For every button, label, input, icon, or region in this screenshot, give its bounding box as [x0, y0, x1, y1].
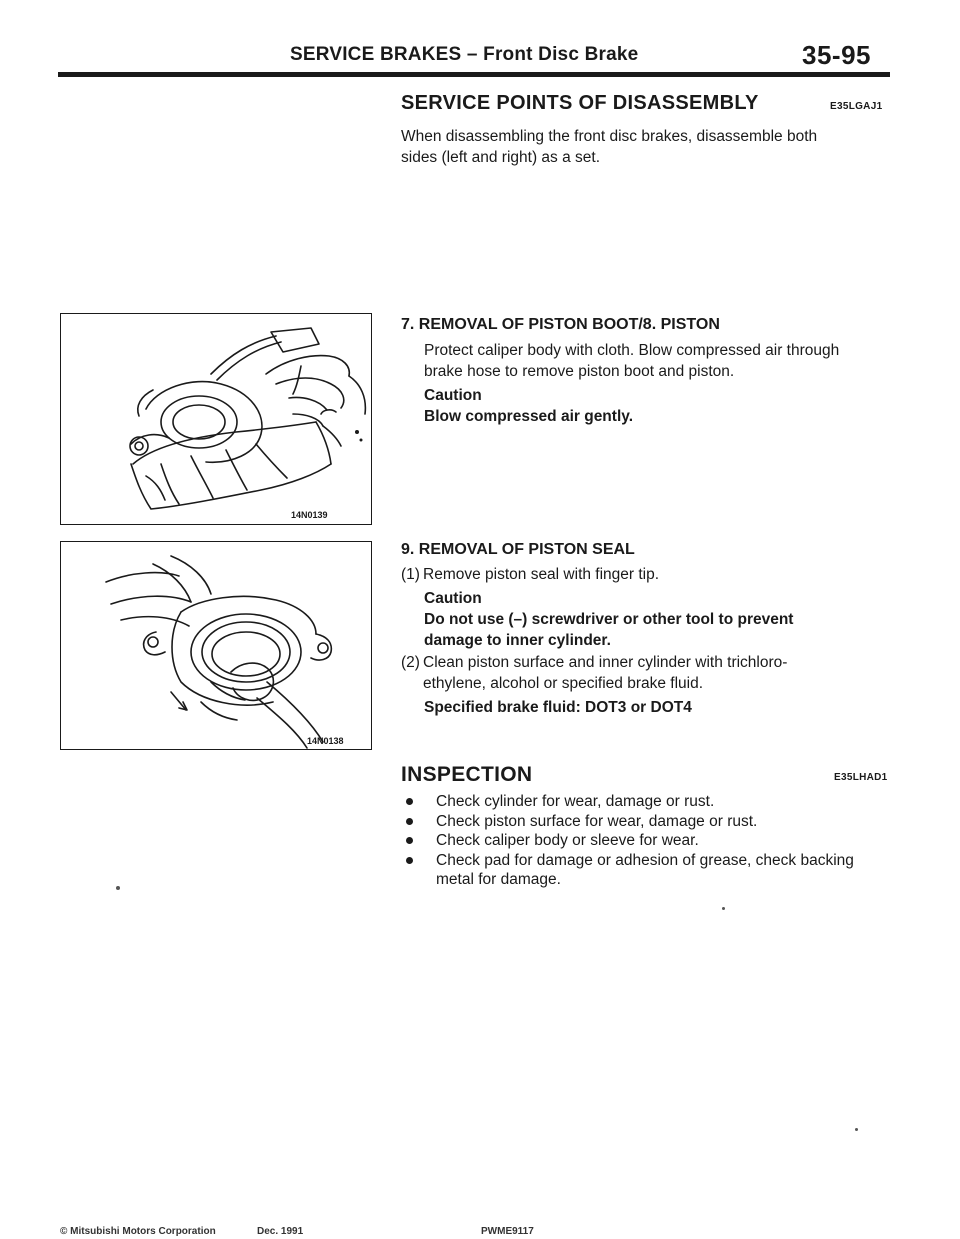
header-subsection: Front Disc Brake: [483, 44, 639, 65]
step9-item-2-num: (2): [401, 654, 420, 671]
seal-removal-illustration: [61, 542, 371, 749]
step9-item-1: [401, 564, 901, 586]
step9-spec: Specified brake fluid: DOT3 or DOT4: [424, 699, 692, 716]
header-rule: [58, 72, 890, 77]
bullet-icon: [406, 818, 413, 825]
step7-caution-text: Blow compressed air gently.: [424, 408, 634, 425]
scan-speck: [722, 907, 725, 910]
disassembly-code: E35LGAJ1: [830, 101, 883, 112]
list-item: [402, 792, 892, 812]
step7-caution-label: Caution: [424, 387, 482, 404]
footer-date: Dec. 1991: [257, 1226, 304, 1237]
step7-body: [424, 340, 904, 382]
figure-piston-removal: [60, 313, 372, 525]
disassembly-title: SERVICE POINTS OF DISASSEMBLY: [401, 92, 759, 114]
figure-label-2: 14N0138: [307, 736, 344, 746]
header-section: SERVICE BRAKES: [290, 44, 462, 65]
page-header: [0, 0, 960, 80]
list-item: [402, 831, 892, 851]
footer-copyright: © Mitsubishi Motors Corporation: [60, 1226, 216, 1237]
figure-seal-removal: [60, 541, 372, 750]
step9-caution: [424, 588, 904, 651]
inspection-item-text: Check caliper body or sleeve for wear.: [436, 832, 699, 849]
list-item: [402, 812, 892, 832]
intro-line-1: When disassembling the front disc brakes, disassemble both: [401, 128, 818, 145]
inspection-code: E35LHAD1: [834, 772, 888, 783]
header-title: [290, 44, 638, 66]
step7-line-1: Protect caliper body with cloth. Blow compressed air through: [424, 342, 840, 359]
inspection-item-text: Check piston surface for wear, damage or rust.: [436, 812, 758, 830]
inspection-list: [402, 792, 892, 890]
step9-item-2-text: [423, 652, 893, 694]
bullet-icon: [406, 798, 413, 805]
piston-removal-illustration: [61, 314, 371, 524]
bullet-icon: [406, 837, 413, 844]
header-dash: –: [466, 44, 478, 65]
step9-item-2-line-2: ethylene, alcohol or specified brake fluid.: [423, 675, 704, 692]
step9-caution-line-2: damage to inner cylinder.: [424, 632, 611, 649]
step9-item-1-text: Remove piston seal with finger tip.: [423, 566, 660, 583]
list-item: [402, 851, 892, 890]
step9-item-2-line-1: Clean piston surface and inner cylinder with trichloro-: [423, 654, 788, 671]
step9-caution-label: Caution: [424, 590, 482, 607]
figure-label-1: 14N0139: [291, 510, 328, 520]
intro-line-2: sides (left and right) as a set.: [401, 149, 601, 166]
step7-line-2: brake hose to remove piston boot and piston.: [424, 363, 735, 380]
inspection-title: INSPECTION: [401, 763, 533, 786]
step9-title: 9. REMOVAL OF PISTON SEAL: [401, 541, 635, 558]
step9-item-1-num: (1): [401, 566, 420, 583]
step7-title: 7. REMOVAL OF PISTON BOOT/8. PISTON: [401, 316, 720, 333]
inspection-item-text: Check cylinder for wear, damage or rust.: [436, 793, 715, 810]
scan-speck: [116, 886, 120, 890]
disassembly-intro: [401, 126, 901, 168]
inspection-item-text: Check pad for damage or adhesion of grease, check backing metal for damage.: [436, 851, 854, 888]
step7-caution: [424, 385, 904, 427]
scan-speck: [855, 1128, 858, 1131]
step9-item-2: [401, 652, 901, 696]
bullet-icon: [406, 857, 413, 864]
page-number: 35-95: [802, 40, 871, 70]
footer-doc-number: PWME9117: [481, 1226, 534, 1237]
step9-caution-line-1: Do not use (–) screwdriver or other tool to prevent: [424, 611, 794, 628]
